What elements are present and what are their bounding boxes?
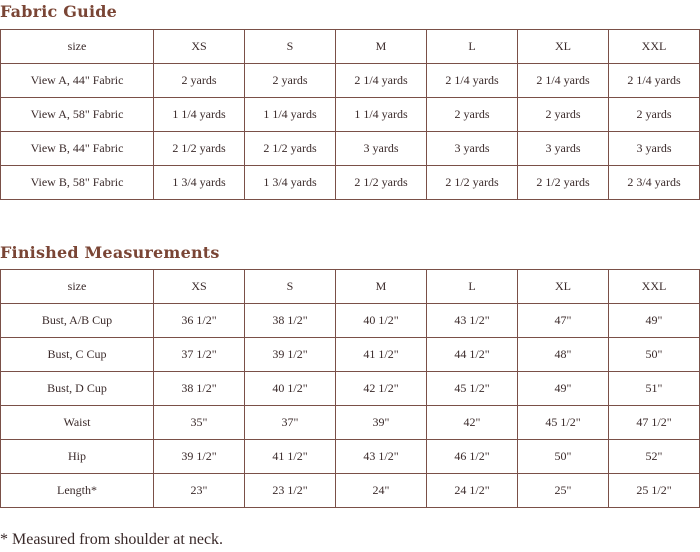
fabric-guide-value-cell: 2 1/2 yards	[336, 166, 427, 200]
finished-measurements-table-row	[1, 304, 700, 338]
fabric-guide-header-cell: M	[336, 30, 427, 64]
fabric-guide-value-cell: 2 1/4 yards	[609, 64, 700, 98]
finished-measurements-row-label: Bust, C Cup	[1, 338, 154, 372]
finished-measurements-table-row	[1, 406, 700, 440]
finished-measurements-table-row	[1, 372, 700, 406]
finished-measurements-value-cell: 49"	[518, 372, 609, 406]
finished-measurements-value-cell: 42"	[427, 406, 518, 440]
fabric-guide-value-cell: 2 1/2 yards	[518, 166, 609, 200]
finished-measurements-value-cell: 48"	[518, 338, 609, 372]
fabric-guide-header-size-label: size	[1, 30, 154, 64]
finished-measurements-value-cell: 45 1/2"	[427, 372, 518, 406]
finished-measurements-table-body	[1, 270, 700, 508]
finished-measurements-title: Finished Measurements	[0, 243, 220, 262]
finished-measurements-value-cell: 36 1/2"	[154, 304, 245, 338]
finished-measurements-row-label: Bust, A/B Cup	[1, 304, 154, 338]
finished-measurements-value-cell: 43 1/2"	[427, 304, 518, 338]
fabric-guide-table-row	[1, 98, 700, 132]
finished-measurements-row-label: Length*	[1, 474, 154, 508]
fabric-guide-value-cell: 2 1/4 yards	[518, 64, 609, 98]
fabric-guide-table	[0, 29, 700, 200]
fabric-guide-value-cell: 2 1/4 yards	[427, 64, 518, 98]
finished-measurements-value-cell: 35"	[154, 406, 245, 440]
finished-measurements-value-cell: 43 1/2"	[336, 440, 427, 474]
finished-measurements-value-cell: 39"	[336, 406, 427, 440]
finished-measurements-table-row	[1, 338, 700, 372]
finished-measurements-value-cell: 23 1/2"	[245, 474, 336, 508]
finished-measurements-value-cell: 25"	[518, 474, 609, 508]
finished-measurements-table-row	[1, 474, 700, 508]
fabric-guide-value-cell: 2 1/2 yards	[427, 166, 518, 200]
fabric-guide-value-cell: 3 yards	[518, 132, 609, 166]
fabric-guide-value-cell: 2 1/4 yards	[336, 64, 427, 98]
fabric-guide-value-cell: 2 1/2 yards	[245, 132, 336, 166]
fabric-guide-value-cell: 2 yards	[518, 98, 609, 132]
fabric-guide-value-cell: 1 1/4 yards	[154, 98, 245, 132]
finished-measurements-value-cell: 23"	[154, 474, 245, 508]
fabric-guide-header-cell: S	[245, 30, 336, 64]
finished-measurements-header-size-label: size	[1, 270, 154, 304]
finished-measurements-header-cell: XS	[154, 270, 245, 304]
finished-measurements-header-cell: XXL	[609, 270, 700, 304]
finished-measurements-value-cell: 40 1/2"	[336, 304, 427, 338]
fabric-guide-value-cell: 3 yards	[336, 132, 427, 166]
fabric-guide-value-cell: 3 yards	[427, 132, 518, 166]
fabric-guide-header-cell: XL	[518, 30, 609, 64]
fabric-guide-header-cell: XXL	[609, 30, 700, 64]
finished-measurements-value-cell: 50"	[609, 338, 700, 372]
finished-measurements-header-cell: L	[427, 270, 518, 304]
fabric-guide-value-cell: 2 yards	[427, 98, 518, 132]
finished-measurements-row-label: Hip	[1, 440, 154, 474]
fabric-guide-row-label: View A, 58" Fabric	[1, 98, 154, 132]
finished-measurements-header-cell: M	[336, 270, 427, 304]
finished-measurements-value-cell: 25 1/2"	[609, 474, 700, 508]
fabric-guide-value-cell: 2 1/2 yards	[154, 132, 245, 166]
finished-measurements-value-cell: 37"	[245, 406, 336, 440]
fabric-guide-value-cell: 1 3/4 yards	[245, 166, 336, 200]
fabric-guide-header-cell: XS	[154, 30, 245, 64]
finished-measurements-row-label: Waist	[1, 406, 154, 440]
finished-measurements-value-cell: 44 1/2"	[427, 338, 518, 372]
finished-measurements-value-cell: 42 1/2"	[336, 372, 427, 406]
fabric-guide-header-row	[1, 30, 700, 64]
finished-measurements-value-cell: 41 1/2"	[245, 440, 336, 474]
fabric-guide-value-cell: 3 yards	[609, 132, 700, 166]
fabric-guide-table-row	[1, 64, 700, 98]
finished-measurements-value-cell: 52"	[609, 440, 700, 474]
finished-measurements-table-row	[1, 440, 700, 474]
fabric-guide-value-cell: 2 yards	[609, 98, 700, 132]
fabric-guide-row-label: View A, 44" Fabric	[1, 64, 154, 98]
finished-measurements-header-cell: XL	[518, 270, 609, 304]
finished-measurements-table	[0, 269, 700, 508]
fabric-guide-value-cell: 2 3/4 yards	[609, 166, 700, 200]
fabric-guide-table-body	[1, 30, 700, 200]
fabric-guide-table-row	[1, 166, 700, 200]
fabric-guide-value-cell: 2 yards	[245, 64, 336, 98]
finished-measurements-value-cell: 51"	[609, 372, 700, 406]
fabric-guide-value-cell: 1 3/4 yards	[154, 166, 245, 200]
fabric-guide-table-row	[1, 132, 700, 166]
finished-measurements-value-cell: 24"	[336, 474, 427, 508]
finished-measurements-value-cell: 40 1/2"	[245, 372, 336, 406]
finished-measurements-value-cell: 50"	[518, 440, 609, 474]
finished-measurements-value-cell: 38 1/2"	[154, 372, 245, 406]
finished-measurements-value-cell: 41 1/2"	[336, 338, 427, 372]
finished-measurements-row-label: Bust, D Cup	[1, 372, 154, 406]
fabric-guide-title: Fabric Guide	[0, 2, 118, 21]
finished-measurements-value-cell: 39 1/2"	[245, 338, 336, 372]
finished-measurements-header-cell: S	[245, 270, 336, 304]
finished-measurements-value-cell: 46 1/2"	[427, 440, 518, 474]
finished-measurements-value-cell: 47 1/2"	[609, 406, 700, 440]
finished-measurements-value-cell: 45 1/2"	[518, 406, 609, 440]
footnote: * Measured from shoulder at neck.	[0, 531, 224, 548]
fabric-guide-value-cell: 1 1/4 yards	[336, 98, 427, 132]
finished-measurements-value-cell: 39 1/2"	[154, 440, 245, 474]
fabric-guide-value-cell: 2 yards	[154, 64, 245, 98]
fabric-guide-row-label: View B, 58" Fabric	[1, 166, 154, 200]
finished-measurements-value-cell: 47"	[518, 304, 609, 338]
finished-measurements-value-cell: 49"	[609, 304, 700, 338]
fabric-guide-value-cell: 1 1/4 yards	[245, 98, 336, 132]
finished-measurements-value-cell: 37 1/2"	[154, 338, 245, 372]
finished-measurements-value-cell: 38 1/2"	[245, 304, 336, 338]
fabric-guide-header-cell: L	[427, 30, 518, 64]
finished-measurements-value-cell: 24 1/2"	[427, 474, 518, 508]
finished-measurements-header-row	[1, 270, 700, 304]
fabric-guide-row-label: View B, 44" Fabric	[1, 132, 154, 166]
